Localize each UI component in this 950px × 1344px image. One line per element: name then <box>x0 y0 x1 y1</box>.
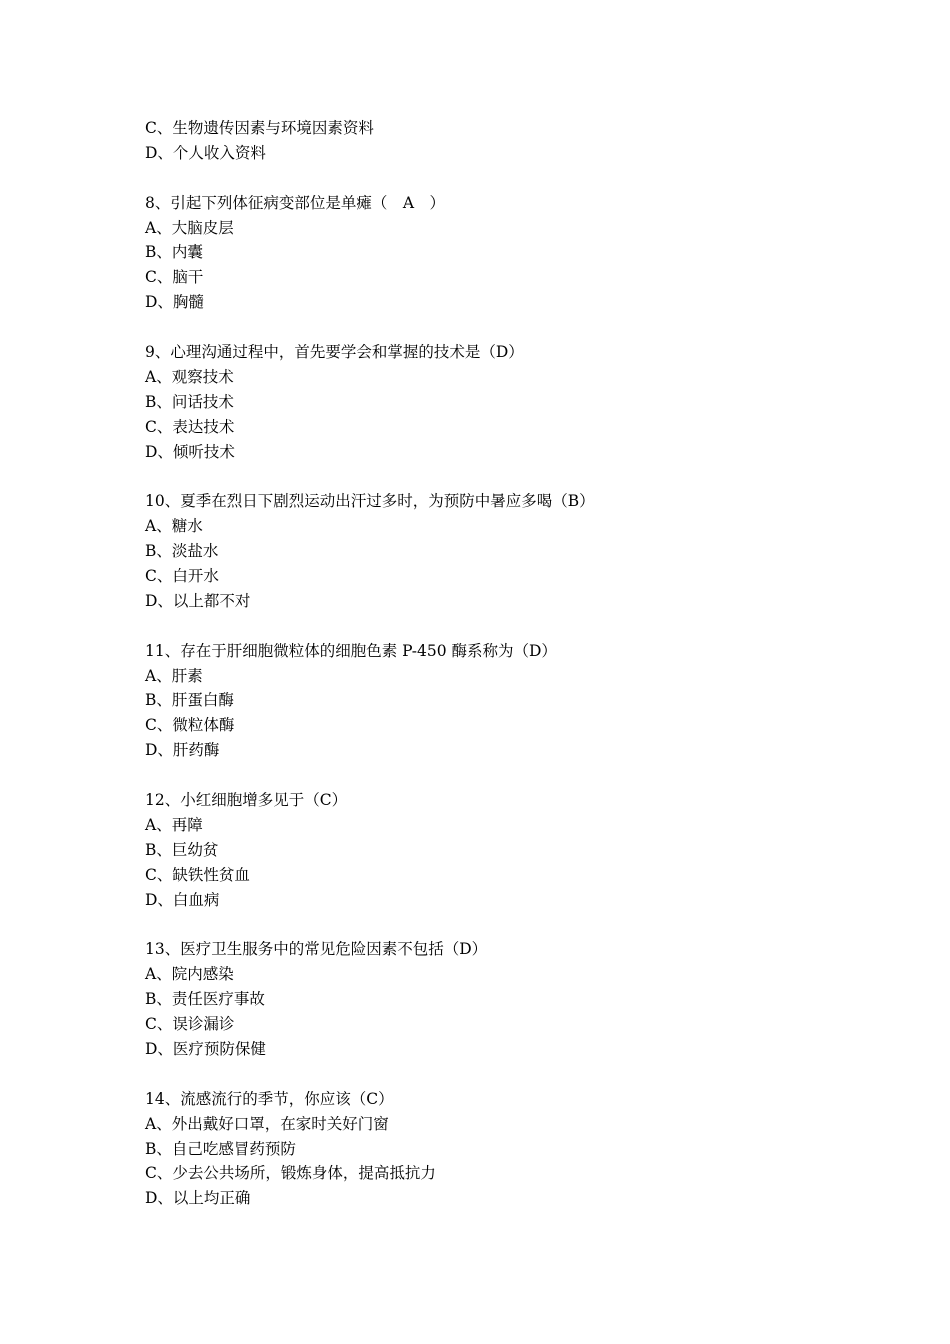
question-11 <box>145 639 905 763</box>
option-a: A、再障 <box>145 815 203 834</box>
spacer <box>145 315 905 340</box>
option-b: B、问话技术 <box>145 392 234 411</box>
option-d: D、白血病 <box>145 890 220 909</box>
option-d: D、医疗预防保健 <box>145 1039 266 1058</box>
option-c: C、表达技术 <box>145 417 235 436</box>
previous-question-tail <box>145 116 905 166</box>
option-d: D、个人收入资料 <box>145 143 266 162</box>
question-8 <box>145 191 905 315</box>
question-list <box>145 116 905 1211</box>
question-stem: 13、医疗卫生服务中的常见危险因素不包括（D） <box>145 940 488 959</box>
option-b: B、巨幼贫 <box>145 840 219 859</box>
spacer <box>145 913 905 938</box>
option-a: A、糖水 <box>145 517 203 536</box>
option-c: C、少去公共场所，锻炼身体，提高抵抗力 <box>145 1164 436 1183</box>
option-c: C、生物遗传因素与环境因素资料 <box>145 119 374 137</box>
option-a: A、观察技术 <box>145 367 234 386</box>
spacer <box>145 614 905 639</box>
question-12 <box>145 788 905 912</box>
question-stem: 10、夏季在烈日下剧烈运动出汗过多时，为预防中暑应多喝（B） <box>145 492 595 511</box>
option-c: C、脑干 <box>145 268 204 287</box>
option-c: C、缺铁性贫血 <box>145 865 250 884</box>
spacer <box>145 166 905 191</box>
option-a: A、外出戴好口罩，在家时关好门窗 <box>145 1114 389 1133</box>
question-stem: 14、流感流行的季节，你应该（C） <box>145 1089 394 1108</box>
option-b: B、淡盐水 <box>145 542 219 561</box>
spacer <box>145 464 905 489</box>
spacer <box>145 763 905 788</box>
option-b: B、肝蛋白酶 <box>145 691 234 710</box>
question-stem: 12、小红细胞增多见于（C） <box>145 791 348 810</box>
option-a: A、大脑皮层 <box>145 218 234 237</box>
option-d: D、胸髓 <box>145 293 204 312</box>
option-c: C、白开水 <box>145 567 219 586</box>
option-c: C、微粒体酶 <box>145 716 235 735</box>
spacer <box>145 1062 905 1087</box>
option-a: A、肝素 <box>145 666 203 685</box>
option-d: D、肝药酶 <box>145 741 220 760</box>
option-c: C、误诊漏诊 <box>145 1015 235 1034</box>
option-b: B、内囊 <box>145 243 203 262</box>
option-a: A、院内感染 <box>145 965 234 984</box>
option-b: B、自己吃感冒药预防 <box>145 1139 296 1158</box>
option-b: B、责任医疗事故 <box>145 990 265 1009</box>
question-10 <box>145 489 905 613</box>
question-13 <box>145 937 905 1061</box>
option-d: D、以上都不对 <box>145 591 251 610</box>
question-14 <box>145 1087 905 1211</box>
option-d: D、以上均正确 <box>145 1189 251 1208</box>
question-stem: 8、引起下列体征病变部位是单瘫（ A ） <box>145 193 446 212</box>
option-d: D、倾听技术 <box>145 442 235 461</box>
question-9 <box>145 340 905 464</box>
question-stem: 9、心理沟通过程中，首先要学会和掌握的技术是（D） <box>145 343 524 362</box>
question-stem: 11、存在于肝细胞微粒体的细胞色素 P-450 酶系称为（D） <box>145 641 557 660</box>
